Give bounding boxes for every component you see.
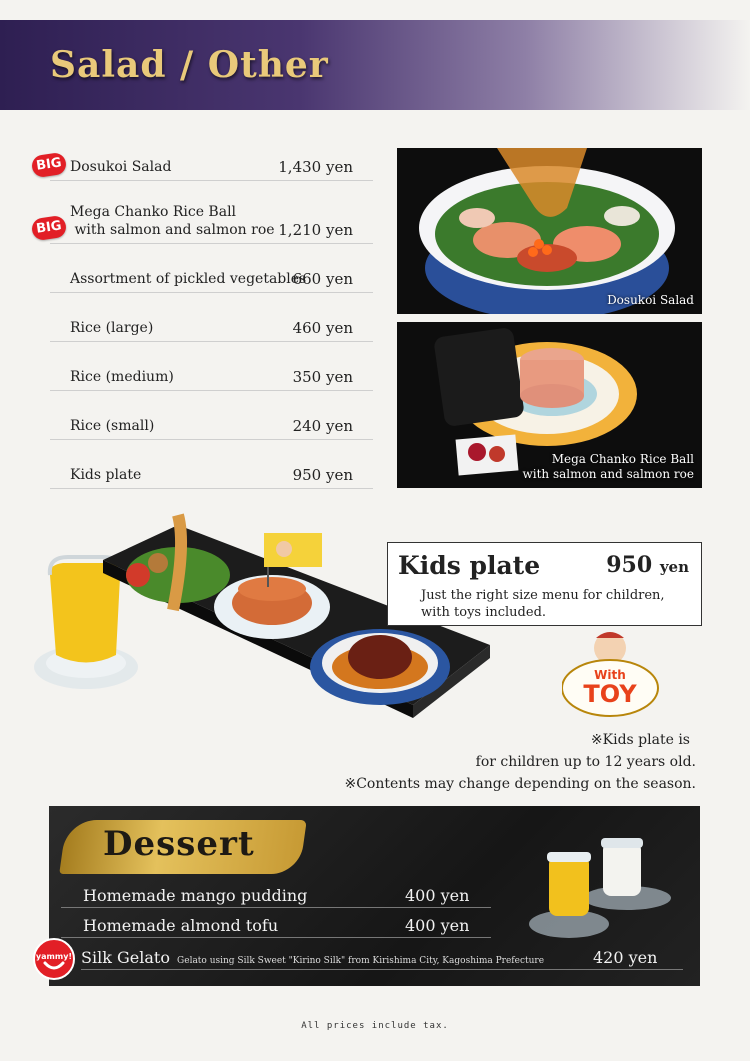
kids-note-line: ※Kids plate is [590, 732, 690, 748]
kids-plate-price [606, 552, 689, 578]
menu-item [50, 458, 373, 489]
page-title: Salad / Other [50, 44, 329, 86]
menu-item-price: 350 yen [292, 368, 353, 386]
menu-item-name: Kids plate [70, 467, 142, 483]
kids-note-line: for children up to 12 years old. [475, 754, 696, 770]
gelato-item-name: Silk Gelato [81, 948, 170, 967]
menu-item [35, 150, 373, 181]
kids-plate-description-line: with toys included. [421, 605, 547, 620]
with-toy-badge-top: With [594, 668, 626, 682]
menu-item-price: 460 yen [292, 319, 353, 337]
with-toy-badge [562, 628, 662, 720]
dessert-item [61, 884, 491, 908]
menu-item-name: Rice (small) [70, 418, 155, 434]
photo-caption-line: with salmon and salmon roe [522, 467, 694, 481]
dessert-item [61, 914, 491, 938]
big-badge: BIG [31, 152, 68, 179]
kids-plate-description [421, 587, 665, 621]
dessert-item-name: Homemade almond tofu [83, 916, 279, 935]
menu-item-name-line: Mega Chanko Rice Ball [70, 204, 237, 220]
dosukoi-salad-photo [397, 148, 702, 314]
dessert-item-price: 400 yen [405, 886, 470, 905]
gelato-item-description: Gelato using Silk Sweet "Kirino Silk" from Kirishima City, Kagoshima Prefecture [177, 956, 545, 966]
menu-item-price: 950 yen [292, 466, 353, 484]
menu-item-name [70, 203, 275, 239]
gelato-item-price: 420 yen [593, 948, 658, 967]
menu-item-name: Assortment of pickled vegetables [70, 271, 307, 287]
yammy-badge-label: yammy! [35, 952, 73, 961]
gelato-item-name-wrap [81, 948, 544, 967]
menu-item [50, 262, 373, 293]
kids-plate-title: Kids plate [398, 551, 541, 580]
mega-chanko-rice-ball-photo [397, 322, 702, 488]
yammy-badge [33, 938, 75, 980]
kids-plate-price-unit: yen [659, 558, 689, 576]
menu-item [50, 360, 373, 391]
menu-item-price: 1,210 yen [278, 221, 353, 239]
menu-item-name: Rice (large) [70, 320, 154, 336]
big-badge: BIG [31, 215, 68, 242]
menu-item [50, 409, 373, 440]
with-toy-badge-bottom: TOY [583, 680, 637, 708]
footer-note: All prices include tax. [301, 1021, 449, 1031]
dessert-jars-illustration [527, 834, 677, 944]
dessert-item-name: Homemade mango pudding [83, 886, 308, 905]
kids-note-line: ※Contents may change depending on the season. [344, 776, 696, 792]
photo-caption-line: Mega Chanko Rice Ball [551, 452, 694, 466]
salad-bowl-illustration [397, 148, 702, 314]
dessert-title: Dessert [103, 824, 255, 864]
dessert-item-price: 400 yen [405, 916, 470, 935]
photo-caption: Dosukoi Salad [607, 293, 694, 307]
menu-item-name-line: with salmon and salmon roe [70, 222, 275, 238]
menu-item-price: 660 yen [292, 270, 353, 288]
menu-item-name: Dosukoi Salad [70, 159, 172, 175]
menu-item [35, 203, 373, 244]
section-header [0, 20, 750, 110]
kids-plate-description-line: Just the right size menu for children, [421, 588, 665, 603]
menu-item-price: 240 yen [292, 417, 353, 435]
menu-item [50, 311, 373, 342]
gelato-item [81, 944, 683, 970]
kids-plate-box [387, 542, 702, 626]
kids-plate-price-number: 950 [606, 552, 653, 578]
menu-item-name: Rice (medium) [70, 369, 174, 385]
dessert-panel [35, 806, 700, 986]
photo-caption [522, 452, 694, 482]
smile-icon [35, 940, 73, 978]
menu-item-price: 1,430 yen [278, 158, 353, 176]
